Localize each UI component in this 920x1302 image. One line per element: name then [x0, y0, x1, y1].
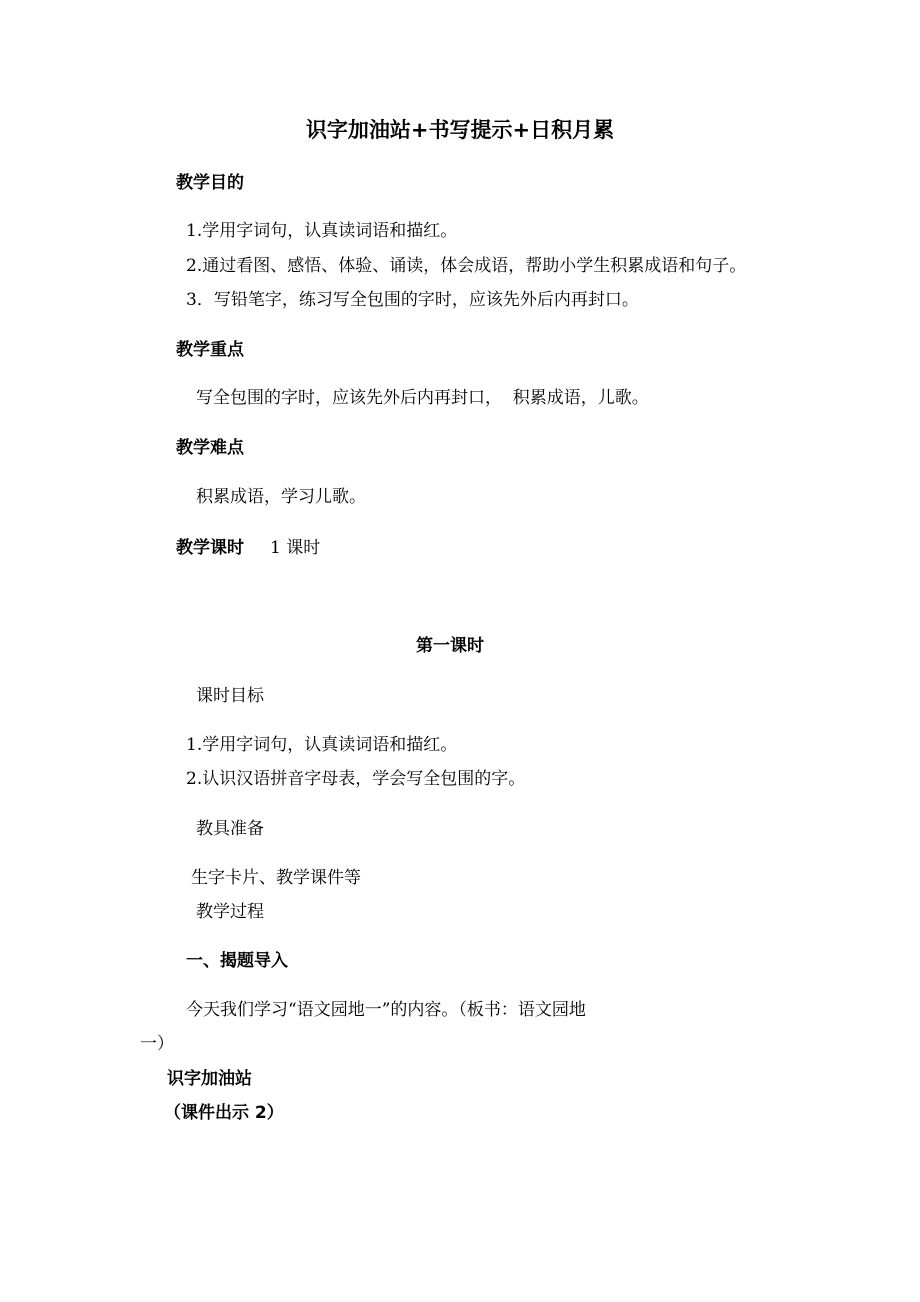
- process-heading: 教学过程: [196, 902, 264, 922]
- prep-heading: 教具准备: [196, 819, 264, 839]
- hours-heading: 教学课时: [176, 538, 244, 558]
- objective-item-1: 1.学用字词句，认真读词语和描红。: [186, 221, 458, 241]
- goal-item-1: 1.学用字词句，认真读词语和描红。: [186, 735, 458, 755]
- key-points-heading: 教学重点: [176, 340, 244, 360]
- difficulties-heading: 教学难点: [176, 438, 244, 458]
- difficulties-text: 积累成语，学习儿歌。: [196, 487, 366, 507]
- step1-text-line1: 今天我们学习“语文园地一”的内容。（板书：语文园地: [186, 1000, 586, 1020]
- objective-item-2: 2.通过看图、感悟、体验、诵读，体会成语，帮助小学生积累成语和句子。: [186, 256, 747, 276]
- prep-text: 生字卡片、教学课件等: [191, 868, 361, 888]
- sub-heading: 识字加油站: [167, 1069, 252, 1089]
- courseware-note: （课件出示 2）: [164, 1103, 284, 1123]
- hours-value: 1 课时: [270, 538, 321, 558]
- goal-heading: 课时目标: [196, 686, 264, 706]
- objectives-heading: 教学目的: [176, 173, 244, 193]
- document-title: 识字加油站+书写提示+日积月累: [305, 118, 615, 142]
- step1-heading: 一、揭题导入: [186, 951, 288, 971]
- key-points-text: 写全包围的字时，应该先外后内再封口， 积累成语，儿歌。: [196, 388, 649, 408]
- step1-text-line2: 一）: [140, 1034, 174, 1054]
- objective-item-3: 3．写铅笔字，练习写全包围的字时，应该先外后内再封口。: [186, 290, 639, 310]
- lesson1-heading: 第一课时: [416, 636, 484, 656]
- goal-item-2: 2.认识汉语拼音字母表，学会写全包围的字。: [186, 769, 526, 789]
